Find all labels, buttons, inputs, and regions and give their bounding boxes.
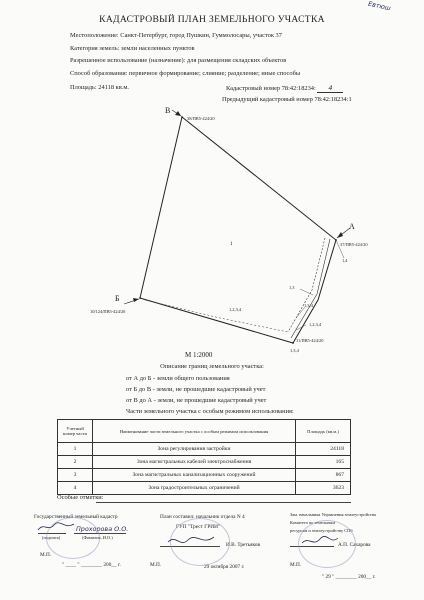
cadastral-number-label: Кадастровый номер 78:42:18234:	[226, 85, 316, 92]
right-signature-scribble	[300, 534, 340, 548]
table-row	[58, 482, 351, 495]
coord-v-label: 38/ПВ5-424/20	[187, 116, 215, 121]
row-name: Зона магистральных канализационных сооружений	[93, 469, 296, 482]
boundaries-heading: Описание границ земельного участка:	[160, 363, 264, 370]
middle-signature-title: План составил: начальник отдела N 4	[160, 514, 245, 520]
boundary-line-a-b: от А до Б - земли общего пользования	[126, 375, 230, 382]
middle-signature-scribble	[166, 534, 216, 548]
row-number: 3	[58, 469, 93, 482]
right-date: " 29 " ________ 200__ г.	[322, 574, 376, 580]
table-row	[58, 443, 351, 456]
document-title: КАДАСТРОВЫЙ ПЛАН ЗЕМЕЛЬНОГО УЧАСТКА	[99, 14, 325, 25]
row-area: 3623	[296, 482, 351, 495]
zone-line-south	[145, 300, 288, 332]
cadastral-number-suffix: 4	[317, 84, 343, 93]
table-row	[58, 469, 351, 482]
zone-label-1-2-3-4-east: 1,2,3,4	[309, 322, 322, 327]
middle-org: ГУП "Трест ГРИИ"	[176, 524, 221, 530]
left-sub-name: (Фамилия, И.О.)	[82, 535, 113, 540]
zone-label-1-3-4: 1,3,4	[304, 303, 313, 308]
coord-bottom-label: 11/ПВ5-424/20	[296, 338, 324, 343]
point-a-label: А	[349, 222, 355, 231]
area-field: Площадь: 24118 кв.м.	[70, 84, 129, 91]
row-name: Зона магистральных кабелей электроснабжения	[93, 456, 296, 469]
row-name: Зона градостроительных ограничений	[93, 482, 296, 495]
right-title-line-2: Комитета по земельным	[290, 520, 336, 525]
right-stamp-place: М.П.	[290, 562, 302, 568]
point-v-label: В	[165, 106, 171, 115]
coord-b-label: 10/124/ПВ5-424/20	[90, 309, 126, 314]
middle-date: 29 октября 2007 г.	[204, 564, 245, 570]
zone-label-1-3-4-bottom: 1,3,4	[290, 348, 299, 353]
table-row	[58, 456, 351, 469]
permitted-use-field: Разрешенное использование (назначение): для размещения складских объектов	[70, 57, 287, 64]
left-stamp-place: М.П.	[40, 552, 52, 558]
left-signature-title: Государственный земельный кадастр	[34, 514, 118, 520]
left-date: " ____ " ________ 200__ г.	[62, 562, 121, 568]
boundary-line-b-v: от Б до В - земли, не прошедшие кадастровый учет	[126, 386, 266, 393]
point-b-label: Б	[115, 294, 120, 303]
left-signature-scribble	[36, 520, 76, 534]
row-name: Зона регулирования застройки	[93, 443, 296, 456]
left-signatory-name: Прохорова О.О.	[76, 525, 129, 533]
middle-signatory-name: И.В. Третьяков	[226, 542, 260, 548]
leader-1-3	[300, 289, 313, 295]
zone-label-1-4: 1,4	[342, 258, 348, 263]
right-title-line-1: Зам. начальника Управления землеустройства	[290, 512, 376, 517]
row-number: 4	[58, 482, 93, 495]
row-area: 24118	[296, 443, 351, 456]
plot-area-label: 1	[230, 241, 233, 247]
land-category-field: Категория земель: земли населенных пунктов	[70, 45, 195, 52]
zone-label-1-3: 1,3	[289, 285, 295, 290]
table-header-row	[58, 420, 351, 443]
row-area: 867	[296, 469, 351, 482]
zone-label-1-2-3-4-south: 1,2,3,4	[229, 307, 242, 312]
middle-stamp-place: М.П.	[150, 562, 162, 568]
corner-handwritten-note: Евтюш	[367, 0, 392, 13]
special-parts-heading: Части земельного участка с особым режимом использования:	[126, 408, 294, 415]
coord-a-label: 37/ПВ5-424/20	[340, 242, 368, 247]
column-header-area: Площадь (кв.м.)	[296, 420, 351, 443]
right-signatory-name: А.П. Сахарова	[338, 542, 371, 548]
column-header-number: Учетный номер части	[58, 420, 93, 443]
row-number: 2	[58, 456, 93, 469]
boundary-line-v-a: от В до А - земли, не прошедшие кадастровый учет	[126, 397, 267, 404]
special-notes-label: Особые отметки:	[57, 494, 104, 501]
special-parts-table	[57, 419, 351, 495]
formation-method-field: Способ образования: первичное формирование; слияние; разделение; иные способы	[70, 70, 301, 77]
special-notes-line	[96, 502, 351, 503]
previous-cadastral-number: Предыдущий кадастровый номер 78:42:18234:1	[222, 96, 352, 103]
column-header-name: Наименование части земельного участка с особым режимом использования	[93, 420, 296, 443]
location-field: Местоположение: Санкт-Петербург, город Пушкин, Гуммолосары, участок 37	[70, 32, 282, 39]
scale-label: М 1:2000	[185, 351, 213, 359]
left-sub-signature: (подпись)	[42, 535, 61, 540]
right-title-line-3: ресурсам и землеустройству СПб	[290, 528, 353, 533]
row-area: 165	[296, 456, 351, 469]
row-number: 1	[58, 443, 93, 456]
